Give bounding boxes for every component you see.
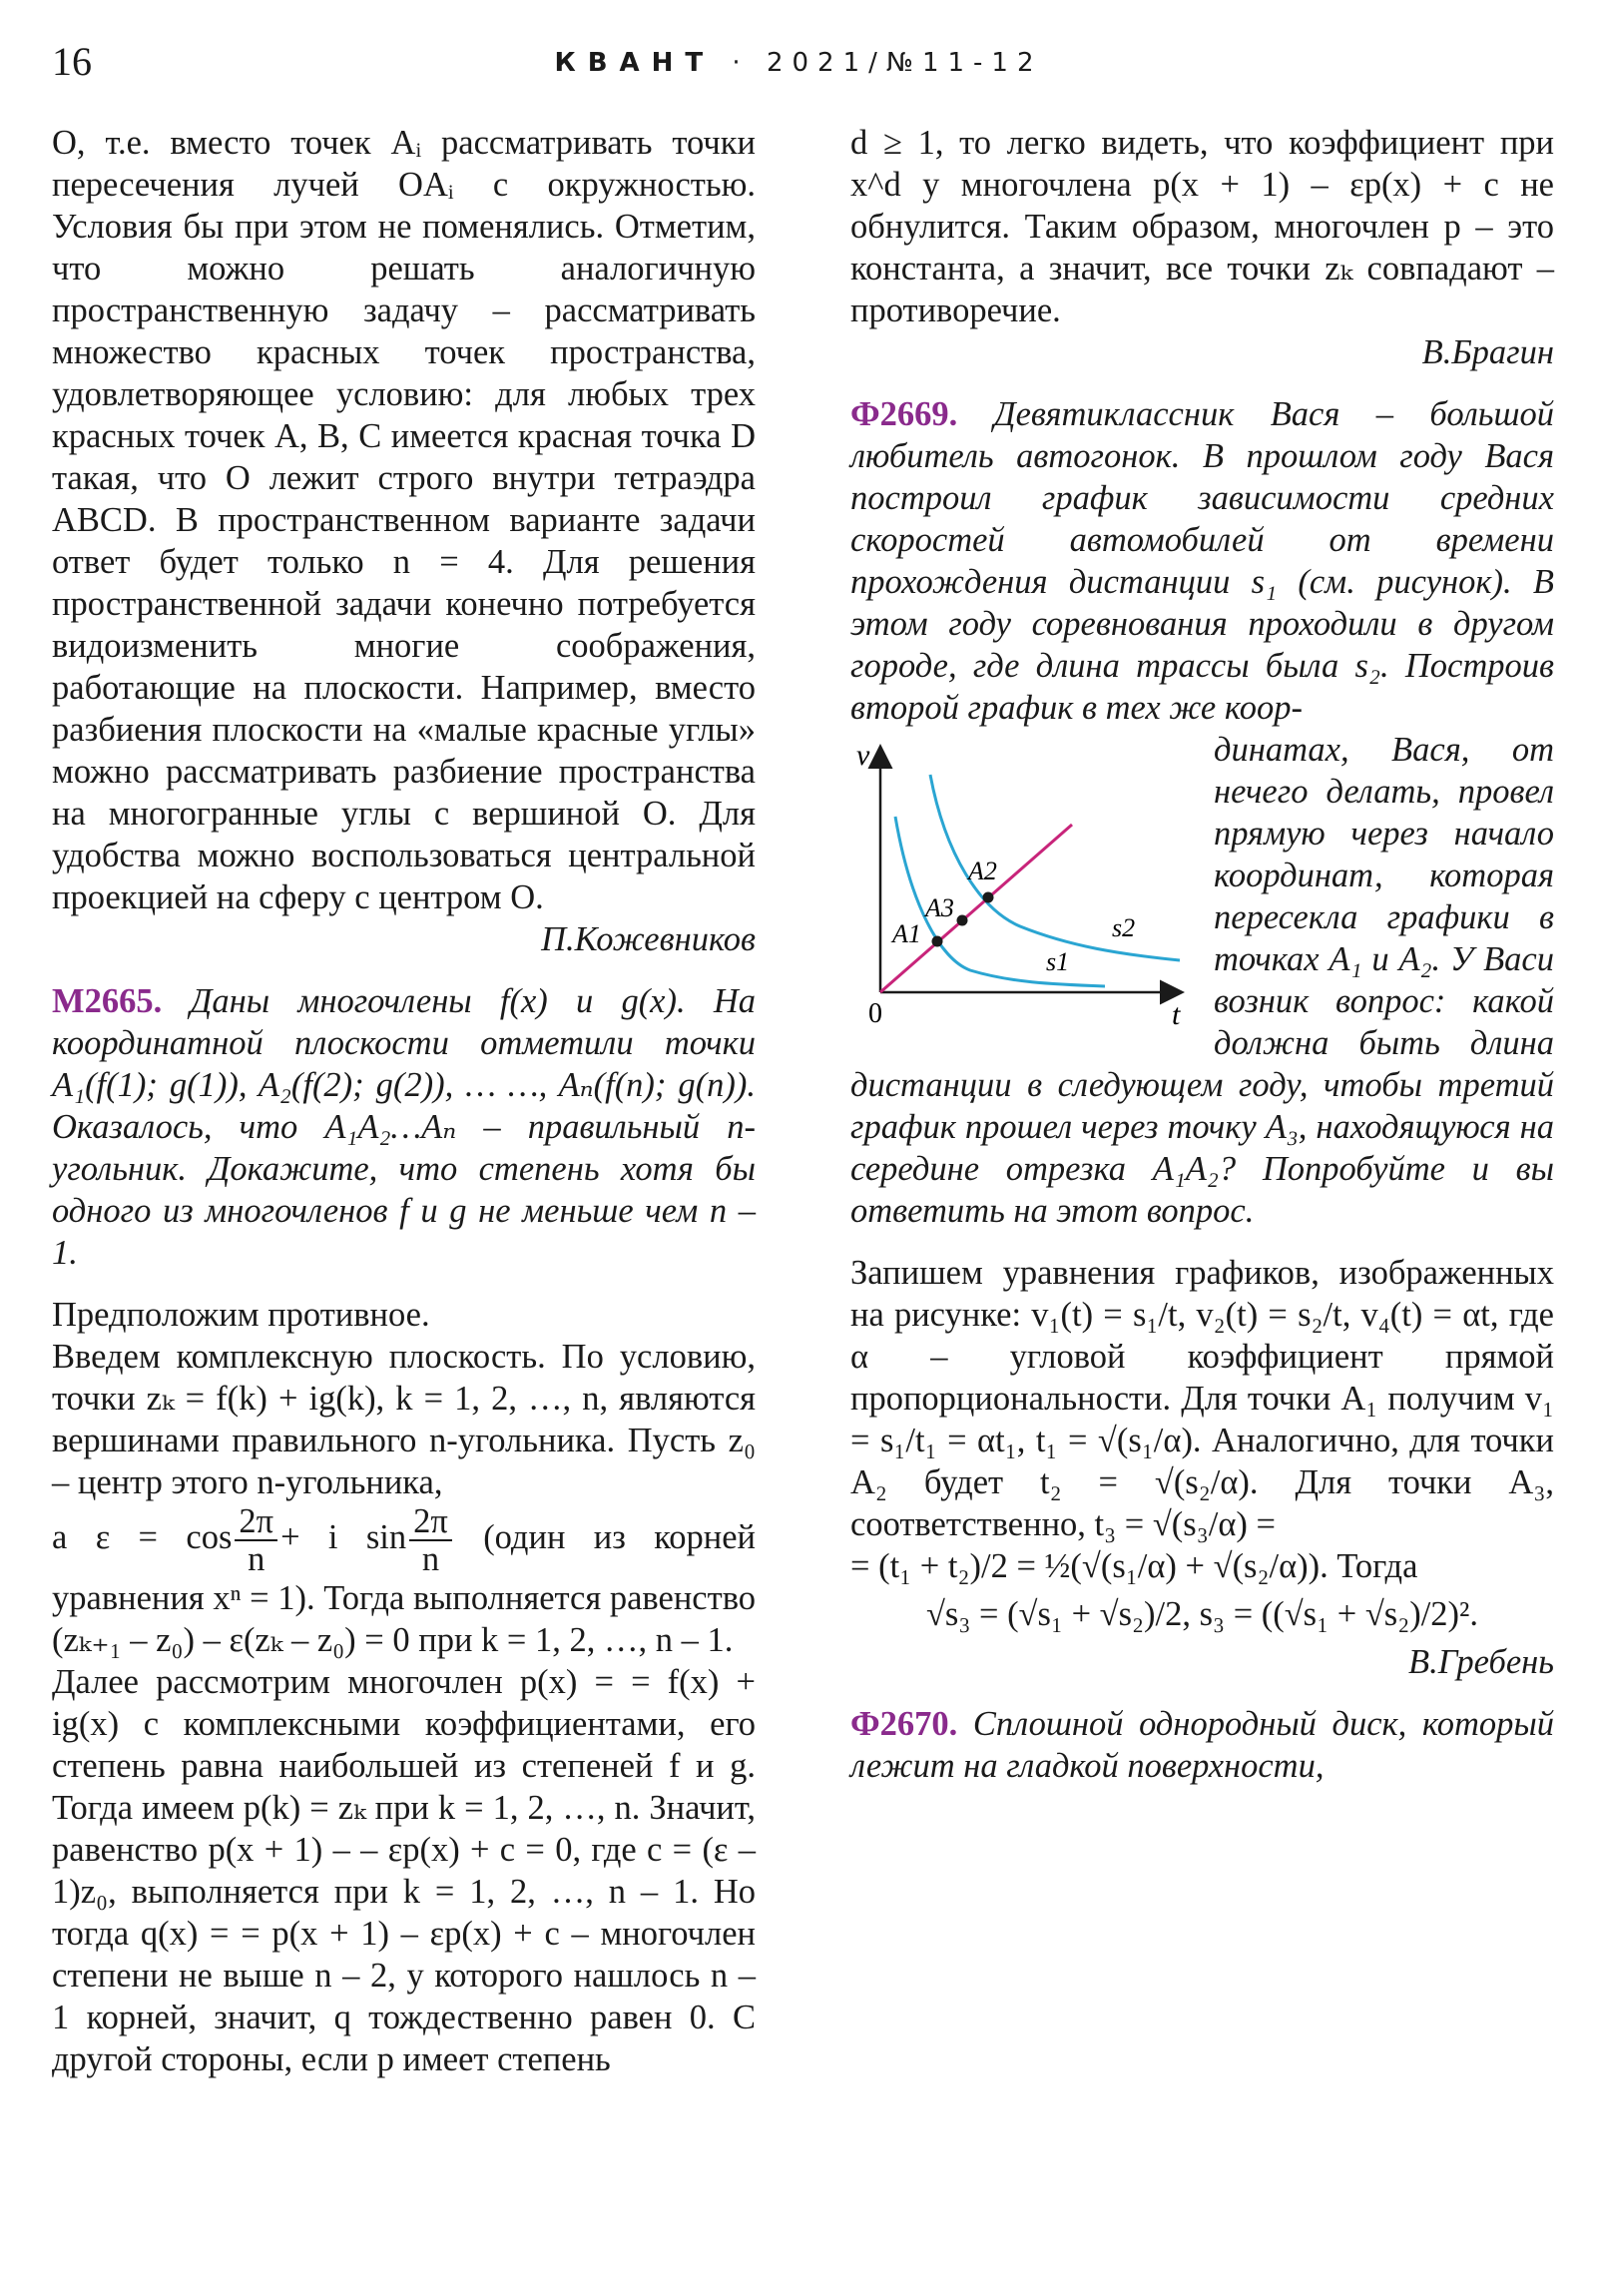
paragraph-epsilon	[52, 1503, 756, 1661]
eps-num-2: 2π	[409, 1503, 452, 1541]
label-a1: A1	[892, 919, 921, 948]
label-origin: 0	[868, 998, 882, 1029]
eps-den: n	[248, 1540, 266, 1578]
paragraph-intro: O, т.е. вместо точек Aᵢ рассматривать точки пересечения лучей OAᵢ с окружностью. Условия бы при этом не поменялись. Отметим, что можно решать аналогичную пространственную задачу – рассматривать множество красных точек пространства, удовлетворяющее условию: для любых трех красных точек A, B, C имеется красная точка D такая, что O лежит строго внутри тетраэдра ABCD. В пространственном варианте задачи ответ будет только n = 4. Для решения пространственной задачи конечно потребуется видоизменить многие соображения, работающие на плоскости. Например, вместо разбиения плоскости на «малые красные углы» можно рассматривать разбиение пространства на многогранные углы с вершиной O. Для удобства можно воспользоваться центральной проекцией на сферу с центром O.	[52, 124, 756, 916]
signature-greben: В.Гребень	[1408, 1643, 1554, 1681]
paragraph-polynomial: Далее рассмотрим многочлен p(x) = = f(x) + ig(x) с комплексными коэффициентами, его степень равна наибольшей из степеней f и g. Тогда имеем p(k) = zₖ при k = 1, 2, …, n. Значит, равенство p(x + 1) – – εp(x) + c = 0, где c = (ε – 1)z₀, выполняется при k = 1, 2, …, n – 1. Но тогда q(x) = = p(x + 1) – εp(x) + c – многочлен степени не выше n – 2, у которого нашлось n – 1 корней, значит, q тождественно равен 0. С другой стороны, если p имеет степень	[52, 1663, 756, 2078]
problem-code-f2670: Ф2670.	[850, 1705, 958, 1743]
label-a3: A3	[925, 893, 954, 922]
eps-plus: + i sin	[280, 1517, 407, 1556]
equation-final: √s₃ = (√s₁ + √s₂)/2, s₃ = ((√s₁ + √s₂)/2)².	[925, 1595, 1479, 1633]
speed-time-graph	[850, 735, 1200, 1034]
paragraph-solution-b: = (t₁ + t₂)/2 = ½(√(s₁/α) + √(s₂/α)). Тогда	[850, 1547, 1418, 1585]
point-a1	[932, 936, 943, 947]
running-header: КВАНТ · 2021/№11-12	[554, 48, 1043, 78]
label-a2: A2	[968, 857, 997, 885]
label-axis-v: v	[856, 739, 870, 772]
label-axis-t: t	[1172, 998, 1181, 1031]
paragraph-complex: Введем комплексную плоскость. По условию, точки zₖ = f(k) + ig(k), k = 1, 2, …, n, являются вершинами правильного n-угольника. Пусть z₀ – центр этого n-угольника,	[52, 1338, 756, 1501]
signature-kozhevnikov: П.Кожевников	[541, 920, 756, 958]
problem-m2665	[52, 980, 756, 1274]
problem-text-f2669-a: Девятиклассник Вася – большой любитель автогонок. В прошлом году Вася построил график зависимости средних скоростей автомобилей от времени прохождения дистанции s₁ (см. рисунок). В этом году соревнования проходили в другом городе, где длина трассы была s₂. Построив второй график в тех же коор-	[850, 395, 1555, 727]
eps-den-2: n	[421, 1540, 440, 1578]
label-s1: s1	[1046, 947, 1070, 976]
right-column	[850, 122, 1554, 1787]
problem-code-f2669: Ф2669.	[850, 395, 958, 433]
label-s2: s2	[1112, 913, 1136, 942]
problem-text-f2670: Сплошной однородный диск, который лежит на гладкой поверхности,	[850, 1705, 1554, 1785]
issue-label: 2021/№11-12	[766, 48, 1043, 78]
paragraph-continuation: d ≥ 1, то легко видеть, что коэффициент при x^d у многочлена p(x + 1) – εp(x) + c не обнулится. Таким образом, многочлен p – это константа, а значит, все точки zₖ совпадают – противоречие.	[850, 124, 1554, 329]
problem-f2669-part-b: динатах, Вася, от нечего делать, провел прямую через начало координат, которая пересекла графики в точках A₁ и A₂. У Васи возник вопрос: какой должна быть длина дистанции в следующем году, чтобы третий график прошел через точку A₃, находящуюся на середине отрезка A₁A₂? Попробуйте и вы ответить на этот вопрос.	[850, 731, 1554, 1230]
eps-num: 2π	[235, 1503, 277, 1541]
eps-fraction-cos	[235, 1503, 277, 1577]
point-a2	[983, 892, 994, 903]
problem-f2670	[850, 1703, 1554, 1787]
figure-block	[850, 729, 1554, 1232]
problem-f2669-part-a	[850, 393, 1554, 729]
eps-fraction-sin	[409, 1503, 452, 1577]
point-a3	[957, 915, 968, 926]
eps-tail: (один из корней уравнения xⁿ = 1). Тогда выполняется равенство (zₖ₊₁ – z₀) – ε(zₖ – z₀) = 0 при k = 1, 2, …, n – 1.	[52, 1517, 757, 1659]
signature-bragin: В.Брагин	[1421, 333, 1554, 371]
problem-text-m2665: Даны многочлены f(x) и g(x). На координатной плоскости отметили точки A₁(f(1); g(1)), A₂(f(2); g(2)), … …, Aₙ(f(n); g(n)). Оказалось, что A₁A₂…Aₙ – правильный n-угольник. Докажите, что степень хотя бы одного из многочленов f и g не меньше чем n – 1.	[52, 982, 756, 1272]
journal-name: КВАНТ	[554, 48, 716, 78]
page-number: 16	[52, 39, 92, 84]
line-through-origin	[880, 825, 1072, 992]
eps-prefix: а ε = cos	[52, 1517, 233, 1556]
paragraph-suppose: Предположим противное.	[52, 1296, 430, 1334]
paragraph-solution-a: Запишем уравнения графиков, изображенных на рисунке: v₁(t) = s₁/t, v₂(t) = s₂/t, v₄(t) = αt, где α – угловой коэффициент прямой пропорциональности. Для точки A₁ получим v₁ = s₁/t₁ = αt₁, t₁ = √(s₁/α). Аналогично, для точки A₂ будет t₂ = √(s₂/α). Для точки A₃, соответственно, t₃ = √(s₃/α) =	[850, 1254, 1554, 1543]
left-column	[52, 122, 756, 2080]
problem-code-m2665: М2665.	[52, 982, 163, 1020]
